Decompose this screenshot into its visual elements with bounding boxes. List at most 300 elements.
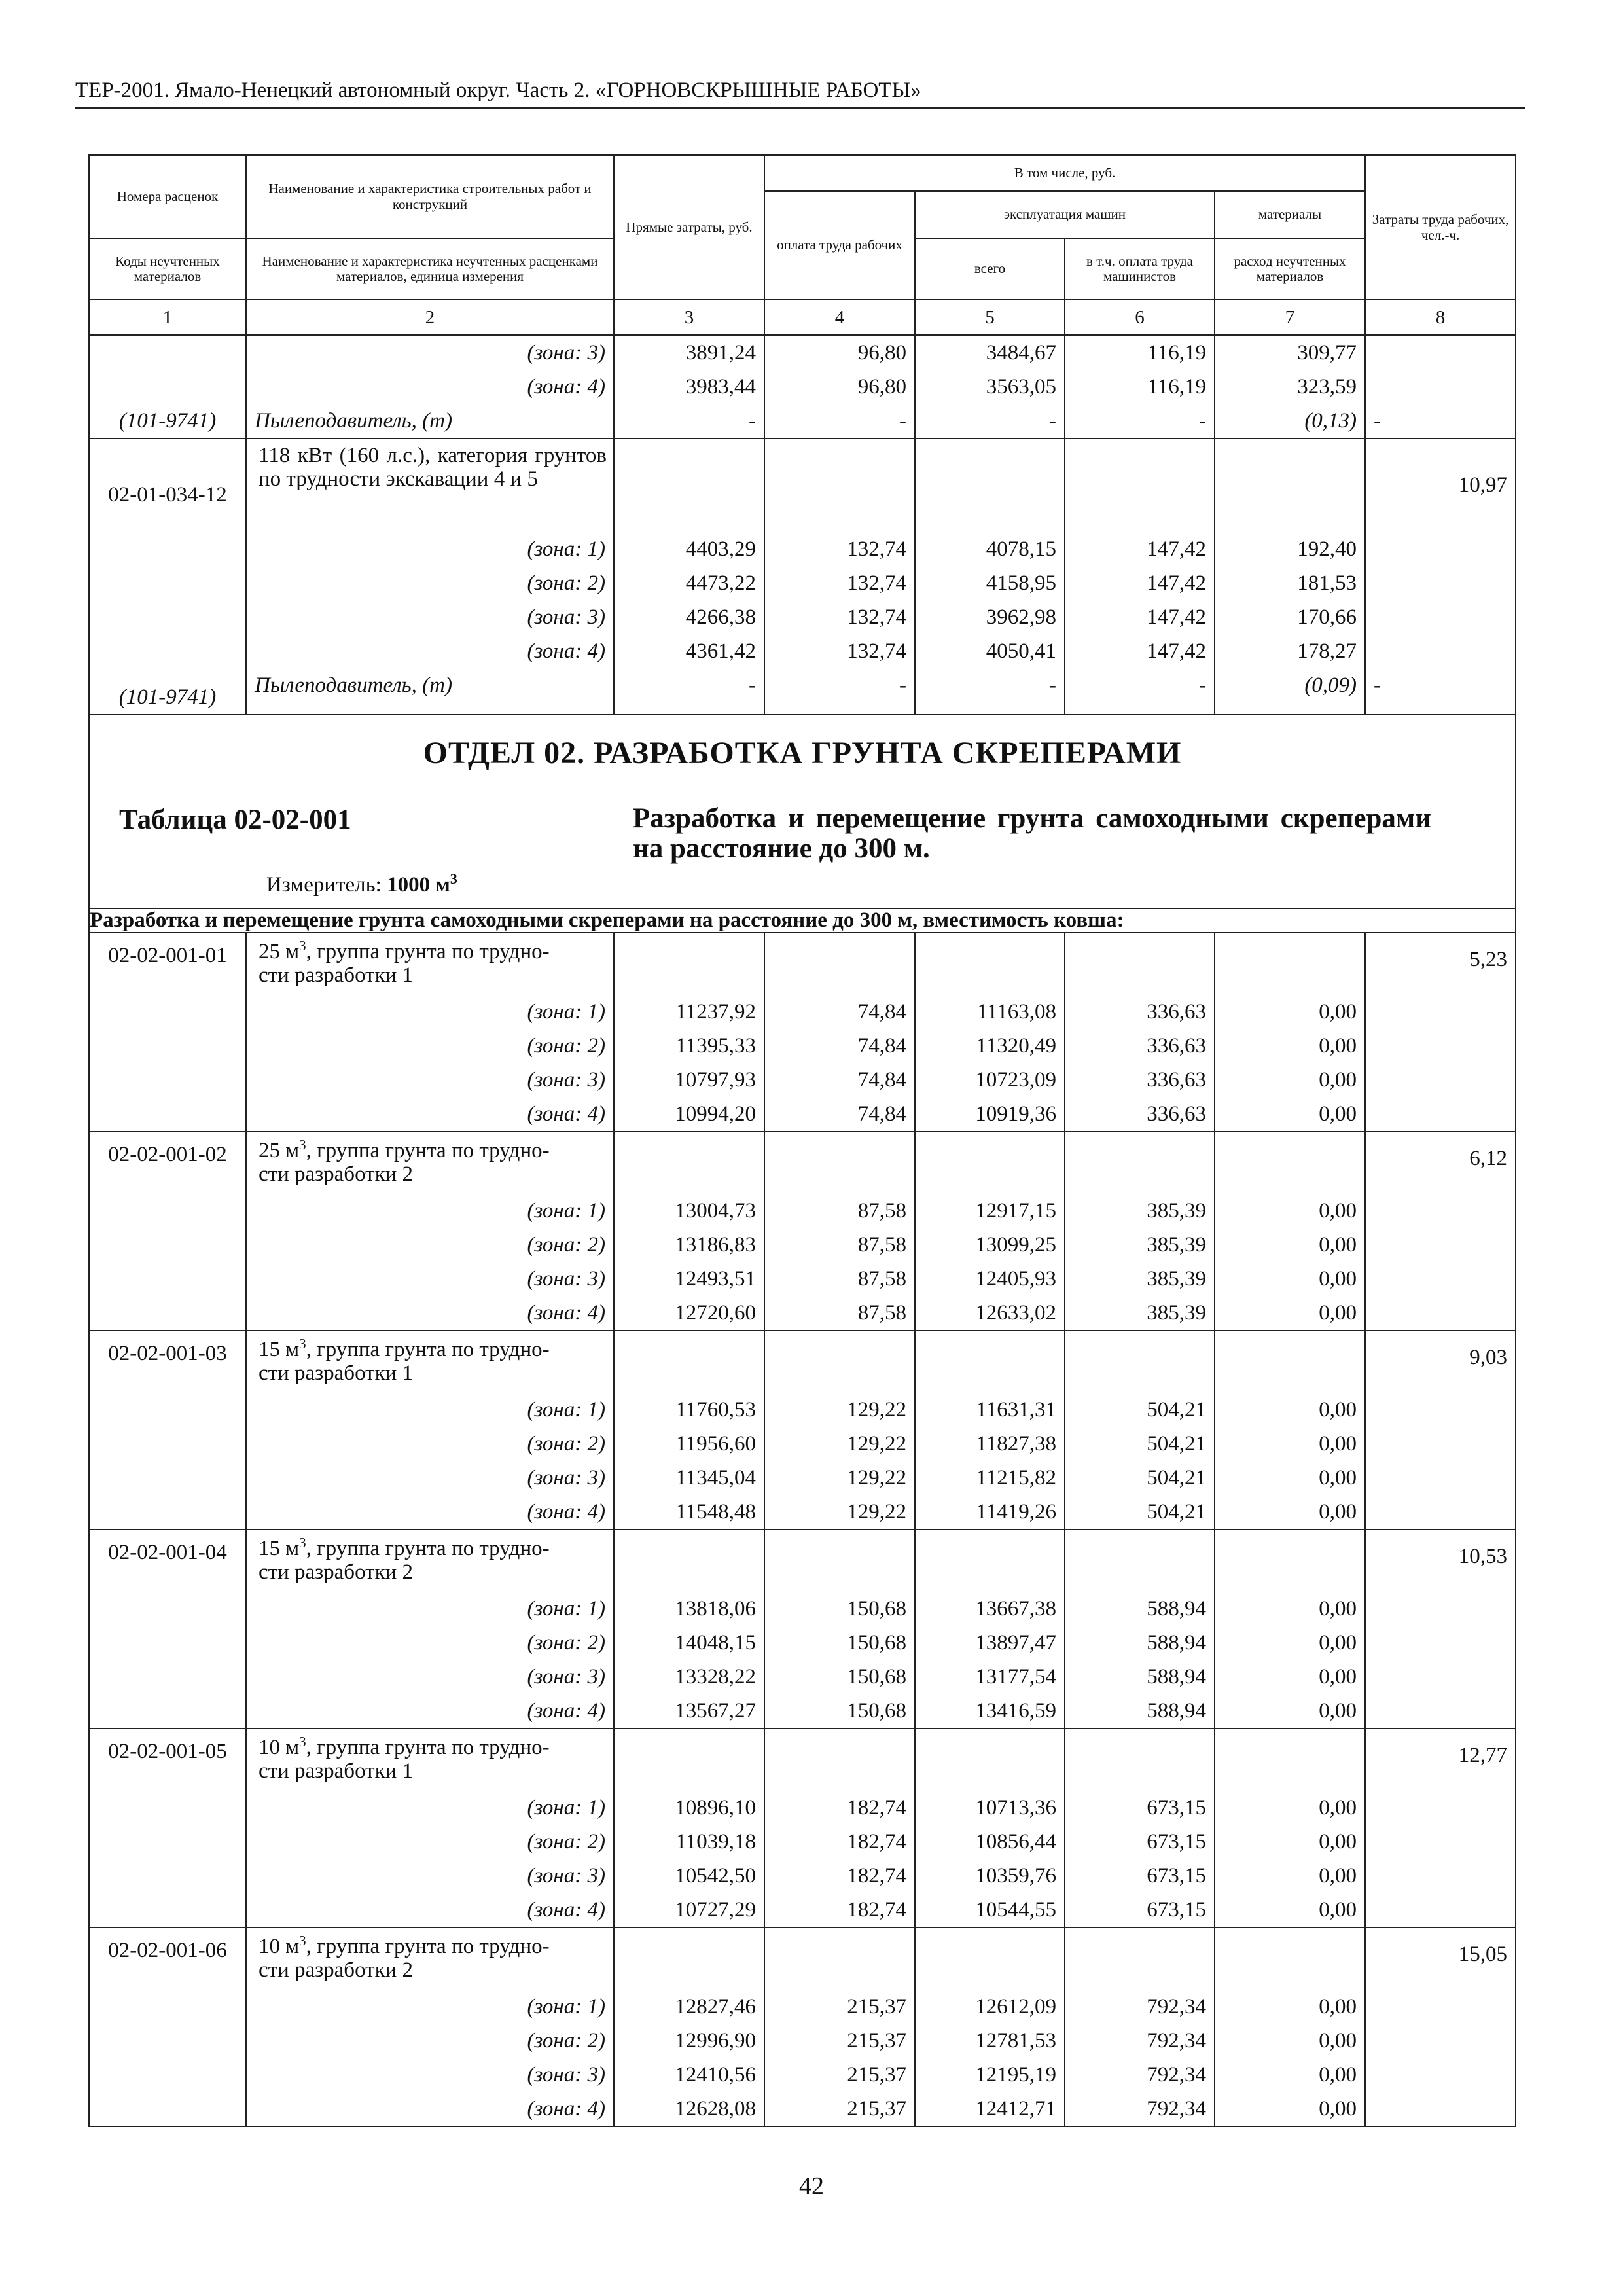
column-number: 5 [915, 300, 1065, 335]
materials-value: 0,00 [1319, 1665, 1357, 1689]
machines-value: 12633,02 [975, 1301, 1056, 1325]
labor-value: 6,12 [1469, 1147, 1508, 1171]
wages-cell [764, 1928, 915, 2126]
direct-value: 12720,60 [675, 1301, 756, 1325]
materials-value: 0,00 [1319, 1830, 1357, 1854]
materials-value: 0,00 [1319, 1432, 1357, 1456]
zone-label: (зона: 1) [527, 1000, 605, 1024]
machines-value: 12412,71 [975, 2097, 1056, 2121]
machines-wages-value: 336,63 [1147, 1068, 1206, 1092]
direct-cell [614, 1729, 764, 1928]
wages-value: 132,74 [847, 571, 906, 595]
col-header-machines-total: всего [915, 238, 1065, 300]
wages-value: 132,74 [847, 605, 906, 629]
machines-wages-value: 504,21 [1147, 1466, 1206, 1490]
zone-label: (зона: 4) [527, 375, 605, 399]
direct-cell [614, 1331, 764, 1530]
bucket-volume-sup: 3 [299, 1535, 306, 1551]
column-number: 6 [1065, 300, 1215, 335]
description-line: сти разработки 1 [259, 963, 414, 987]
labor-cell [1365, 335, 1516, 439]
column-number: 3 [614, 300, 764, 335]
machines-wages-value: - [1199, 409, 1206, 433]
machines-wages-cell [1065, 1331, 1215, 1530]
rate-description: 118 кВт (160 л.с.), категория грунтов по трудности экскавации 4 и 5 [259, 444, 607, 491]
machines-wages-value: 385,39 [1147, 1233, 1206, 1257]
materials-value: 0,00 [1319, 2029, 1357, 2053]
wages-value: 182,74 [847, 1898, 906, 1922]
machines-value: 10856,44 [975, 1830, 1056, 1854]
machines-value: 12781,53 [975, 2029, 1056, 2053]
materials-value: 0,00 [1319, 1301, 1357, 1325]
code-cell [89, 1928, 246, 2126]
zone-label: (зона: 1) [527, 1398, 605, 1422]
description-line: , группа грунта по трудно- [306, 1935, 550, 1959]
zone-label: (зона: 4) [527, 2097, 605, 2121]
materials-value: 323,59 [1297, 375, 1357, 399]
machines-wages-value: 385,39 [1147, 1199, 1206, 1223]
rate-code: 02-02-001-02 [108, 1143, 227, 1167]
name-cell [246, 1928, 614, 2126]
direct-value: - [749, 409, 756, 433]
materials-cell [1215, 335, 1365, 439]
description-line: сти разработки 1 [259, 1759, 414, 1783]
wages-value: - [899, 409, 906, 433]
subheading: Разработка и перемещение грунта самоходными скреперами на расстояние до 300 м, вместимость ковша: [89, 908, 1516, 933]
direct-value: 13004,73 [675, 1199, 756, 1223]
machines-value: 12917,15 [975, 1199, 1056, 1223]
wages-value: 74,84 [857, 1102, 906, 1126]
materials-value: 178,27 [1297, 639, 1357, 663]
zone-label: (зона: 2) [527, 571, 605, 595]
section-header-row [89, 715, 1516, 908]
zone-label: (зона: 4) [527, 1301, 605, 1325]
materials-value: 309,77 [1297, 341, 1357, 365]
direct-value: 10797,93 [675, 1068, 756, 1092]
materials-value: 192,40 [1297, 537, 1357, 561]
machines-value: 10919,36 [975, 1102, 1056, 1126]
machines-wages-value: 588,94 [1147, 1597, 1206, 1621]
zone-label: (зона: 4) [527, 1102, 605, 1126]
materials-value: 0,00 [1319, 1068, 1357, 1092]
zone-label: (зона: 1) [527, 1995, 605, 2019]
running-header: ТЕР-2001. Ямало-Ненецкий автономный округ. Часть 2. «ГОРНОВСКРЫШНЫЕ РАБОТЫ» [75, 73, 1525, 109]
machines-wages-cell [1065, 1928, 1215, 2126]
labor-value: 5,23 [1469, 948, 1508, 972]
direct-value: 13567,27 [675, 1699, 756, 1723]
description-line: , группа грунта по трудно- [306, 1537, 550, 1561]
column-number: 1 [89, 300, 246, 335]
direct-value: 13186,83 [675, 1233, 756, 1257]
description-line: сти разработки 2 [259, 1958, 414, 1982]
machines-wages-value: 147,42 [1147, 537, 1206, 561]
code-cell [89, 1530, 246, 1729]
machines-value: 13177,54 [975, 1665, 1056, 1689]
bucket-volume: 25 м [259, 940, 300, 964]
machines-value: 10359,76 [975, 1864, 1056, 1888]
code-cell [89, 933, 246, 1132]
materials-value: 0,00 [1319, 1995, 1357, 2019]
zone-label: (зона: 2) [527, 1233, 605, 1257]
direct-value: 11548,48 [675, 1500, 756, 1524]
direct-value: 12996,90 [675, 2029, 756, 2053]
rate-description [247, 933, 613, 995]
labor-cell [1365, 1928, 1516, 2126]
machines-value: 3484,67 [986, 341, 1056, 365]
zone-label: (зона: 4) [527, 639, 605, 663]
rate-code: 02-02-001-03 [108, 1342, 227, 1366]
materials-value: 0,00 [1319, 1898, 1357, 1922]
materials-value: 0,00 [1319, 1199, 1357, 1223]
machines-cell [915, 1331, 1065, 1530]
section-title: ОТДЕЛ 02. РАЗРАБОТКА ГРУНТА СКРЕПЕРАМИ [423, 736, 1182, 770]
direct-value: 13818,06 [675, 1597, 756, 1621]
machines-wages-value: 588,94 [1147, 1631, 1206, 1655]
direct-value: 10896,10 [675, 1796, 756, 1820]
machines-value: 11215,82 [976, 1466, 1056, 1490]
table-title: Разработка и перемещение грунта самоходными скреперами на расстояние до 300 м. [633, 803, 1431, 864]
zone-label: (зона: 1) [527, 1199, 605, 1223]
direct-value: 3891,24 [685, 341, 756, 365]
bucket-volume: 25 м [259, 1139, 300, 1163]
materials-cell [1215, 1530, 1365, 1729]
labor-value: 15,05 [1458, 1943, 1508, 1967]
description-line: сти разработки 2 [259, 1162, 414, 1186]
rate-code: 02-02-001-06 [108, 1939, 227, 1963]
labor-cell [1365, 1530, 1516, 1729]
bucket-volume-sup: 3 [299, 1137, 306, 1153]
direct-value: - [749, 673, 756, 697]
machines-value: 11631,31 [976, 1398, 1056, 1422]
col-header-name-alt: Наименование и характеристика неучтенных расценками материалов, единица измерения [246, 238, 614, 300]
column-number: 8 [1365, 300, 1516, 335]
materials-value: 0,00 [1319, 1500, 1357, 1524]
column-numbers-row [89, 300, 1516, 335]
labor-value: - [1374, 673, 1382, 697]
code-cell [89, 1331, 246, 1530]
materials-cell [1215, 1729, 1365, 1928]
name-cell [246, 1729, 614, 1928]
zone-label: (зона: 3) [527, 605, 605, 629]
machines-value: 11320,49 [976, 1034, 1056, 1058]
machines-value: 10723,09 [975, 1068, 1056, 1092]
wages-cell [764, 439, 915, 715]
zone-label: (зона: 2) [527, 1034, 605, 1058]
machines-value: 12405,93 [975, 1267, 1056, 1291]
machines-wages-value: 385,39 [1147, 1301, 1206, 1325]
zone-label: (зона: 2) [527, 1631, 605, 1655]
materials-value: (0,13) [1304, 409, 1357, 433]
zone-label: (зона: 2) [527, 2029, 605, 2053]
materials-cell [1215, 1331, 1365, 1530]
wages-value: 87,58 [857, 1199, 906, 1223]
name-cell [246, 439, 614, 715]
direct-value: 4403,29 [685, 537, 756, 561]
name-cell [246, 1132, 614, 1331]
measurement-unit-value: 1000 м [387, 873, 450, 897]
col-header-wages: оплата труда рабочих [764, 191, 915, 300]
direct-value: 14048,15 [675, 1631, 756, 1655]
direct-value: 10994,20 [675, 1102, 756, 1126]
machines-cell [915, 1928, 1065, 2126]
machines-cell [915, 335, 1065, 439]
wages-value: 150,68 [847, 1597, 906, 1621]
machines-value: 13897,47 [975, 1631, 1056, 1655]
bucket-volume-sup: 3 [299, 1336, 306, 1352]
machines-value: 4078,15 [986, 537, 1056, 561]
labor-cell [1365, 1331, 1516, 1530]
direct-value: 4266,38 [685, 605, 756, 629]
materials-value: 0,00 [1319, 1102, 1357, 1126]
labor-cell [1365, 933, 1516, 1132]
bucket-volume: 15 м [259, 1537, 300, 1561]
bucket-volume: 10 м [259, 1736, 300, 1760]
wages-value: 129,22 [847, 1500, 906, 1524]
labor-cell [1365, 1729, 1516, 1928]
wages-cell [764, 1530, 915, 1729]
machines-wages-value: 116,19 [1147, 375, 1206, 399]
wages-value: 96,80 [857, 375, 906, 399]
material-name: Пылеподавитель, (т) [255, 673, 452, 697]
machines-wages-value: 116,19 [1147, 341, 1206, 365]
materials-value: 0,00 [1319, 1398, 1357, 1422]
rate-description [247, 1132, 613, 1194]
machines-wages-value: 792,34 [1147, 2029, 1206, 2053]
col-header-materials-sub: расход неучтенных материалов [1215, 238, 1365, 300]
materials-value: 0,00 [1319, 1233, 1357, 1257]
measurement-unit-label: Измеритель: [266, 873, 387, 897]
col-header-incl: В том числе, руб. [764, 155, 1365, 191]
direct-value: 12493,51 [675, 1267, 756, 1291]
bucket-volume-sup: 3 [299, 1933, 306, 1949]
machines-cell [915, 933, 1065, 1132]
table-row [89, 1331, 1516, 1530]
direct-value: 10727,29 [675, 1898, 756, 1922]
name-cell [246, 335, 614, 439]
materials-value: 181,53 [1297, 571, 1357, 595]
direct-value: 11237,92 [675, 1000, 756, 1024]
code-cell [89, 439, 246, 715]
machines-value: 3563,05 [986, 375, 1056, 399]
direct-value: 12827,46 [675, 1995, 756, 2019]
direct-cell [614, 933, 764, 1132]
materials-value: 0,00 [1319, 1864, 1357, 1888]
column-number: 7 [1215, 300, 1365, 335]
materials-value: 0,00 [1319, 1699, 1357, 1723]
measurement-unit [103, 870, 1502, 897]
machines-wages-cell [1065, 933, 1215, 1132]
materials-value: 0,00 [1319, 1034, 1357, 1058]
rate-description [247, 1530, 613, 1592]
materials-value: 170,66 [1297, 605, 1357, 629]
direct-cell [614, 1132, 764, 1331]
zone-label: (зона: 3) [527, 1267, 605, 1291]
machines-wages-value: 385,39 [1147, 1267, 1206, 1291]
name-cell [246, 933, 614, 1132]
machines-wages-value: 147,42 [1147, 571, 1206, 595]
bucket-volume: 15 м [259, 1338, 300, 1362]
machines-value: 10713,36 [975, 1796, 1056, 1820]
zone-label: (зона: 3) [527, 2063, 605, 2087]
wages-value: 182,74 [847, 1830, 906, 1854]
direct-cell [614, 1928, 764, 2126]
direct-value: 4473,22 [685, 571, 756, 595]
col-header-direct: Прямые затраты, руб. [614, 155, 764, 300]
machines-cell [915, 439, 1065, 715]
col-header-materials: материалы [1215, 191, 1365, 238]
machines-cell [915, 1729, 1065, 1928]
rate-description [247, 1331, 613, 1393]
wages-value: 215,37 [847, 2029, 906, 2053]
table-row [89, 933, 1516, 1132]
table-number: Таблица 02-02-001 [119, 804, 351, 835]
estimate-table [88, 154, 1516, 2127]
direct-value: 3983,44 [685, 375, 756, 399]
labor-value: 10,53 [1458, 1545, 1508, 1569]
table-row [89, 1729, 1516, 1928]
machines-value: 4158,95 [986, 571, 1056, 595]
materials-value: 0,00 [1319, 1631, 1357, 1655]
machines-wages-value: 336,63 [1147, 1102, 1206, 1126]
materials-value: 0,00 [1319, 2097, 1357, 2121]
wages-value: - [899, 673, 906, 697]
name-cell [246, 1530, 614, 1729]
machines-wages-value: 504,21 [1147, 1398, 1206, 1422]
table-row [89, 1530, 1516, 1729]
table-row [89, 439, 1516, 715]
direct-value: 11760,53 [675, 1398, 756, 1422]
wages-value: 150,68 [847, 1665, 906, 1689]
machines-value: 13416,59 [975, 1699, 1056, 1723]
direct-cell [614, 1530, 764, 1729]
machines-value: 13099,25 [975, 1233, 1056, 1257]
materials-value: (0,09) [1304, 673, 1357, 697]
zone-label: (зона: 3) [527, 341, 605, 365]
labor-cell [1365, 1132, 1516, 1331]
materials-value: 0,00 [1319, 1267, 1357, 1291]
machines-wages-value: 673,15 [1147, 1830, 1206, 1854]
wages-value: 150,68 [847, 1631, 906, 1655]
wages-value: 87,58 [857, 1301, 906, 1325]
direct-value: 4361,42 [685, 639, 756, 663]
machines-cell [915, 1132, 1065, 1331]
code-cell [89, 1132, 246, 1331]
machines-wages-value: 792,34 [1147, 2063, 1206, 2087]
zone-label: (зона: 4) [527, 1898, 605, 1922]
materials-value: 0,00 [1319, 1597, 1357, 1621]
wages-value: 129,22 [847, 1466, 906, 1490]
machines-value: 11827,38 [976, 1432, 1056, 1456]
machines-wages-cell [1065, 439, 1215, 715]
rate-code: 02-02-001-04 [108, 1541, 227, 1565]
col-header-code-alt: Коды неучтенных материалов [89, 238, 246, 300]
machines-wages-cell [1065, 1530, 1215, 1729]
machines-wages-value: 147,42 [1147, 639, 1206, 663]
labor-value: 10,97 [1458, 473, 1508, 497]
wages-value: 215,37 [847, 2097, 906, 2121]
rate-code: 02-02-001-05 [108, 1740, 227, 1764]
zone-label: (зона: 1) [527, 1796, 605, 1820]
bucket-volume-sup: 3 [299, 1734, 306, 1750]
zone-label: (зона: 4) [527, 1500, 605, 1524]
wages-value: 132,74 [847, 537, 906, 561]
rate-code: 02-02-001-01 [108, 944, 227, 968]
materials-cell [1215, 439, 1365, 715]
wages-cell [764, 335, 915, 439]
machines-wages-cell [1065, 1729, 1215, 1928]
col-header-code: Номера расценок [89, 155, 246, 238]
subheading-row [89, 908, 1516, 933]
rate-code: 02-01-034-12 [108, 483, 227, 507]
wages-value: 74,84 [857, 1068, 906, 1092]
wages-cell [764, 933, 915, 1132]
col-header-labor: Затраты труда рабочих, чел.-ч. [1365, 155, 1516, 300]
machines-wages-value: 588,94 [1147, 1665, 1206, 1689]
machines-value: 12612,09 [975, 1995, 1056, 2019]
machines-value: - [1049, 673, 1056, 697]
machines-wages-value: 147,42 [1147, 605, 1206, 629]
wages-value: 96,80 [857, 341, 906, 365]
materials-cell [1215, 1928, 1365, 2126]
wages-value: 74,84 [857, 1000, 906, 1024]
machines-wages-value: 792,34 [1147, 1995, 1206, 2019]
column-number: 2 [246, 300, 614, 335]
materials-value: 0,00 [1319, 1796, 1357, 1820]
table-row-carryover [89, 335, 1516, 439]
wages-value: 132,74 [847, 639, 906, 663]
material-code: (101-9741) [118, 685, 217, 709]
wages-value: 87,58 [857, 1233, 906, 1257]
direct-value: 11956,60 [675, 1432, 756, 1456]
zone-label: (зона: 3) [527, 1068, 605, 1092]
zone-label: (зона: 1) [527, 537, 605, 561]
wages-value: 87,58 [857, 1267, 906, 1291]
description-line: , группа грунта по трудно- [306, 940, 550, 964]
machines-value: 4050,41 [986, 639, 1056, 663]
machines-value: 11163,08 [976, 1000, 1056, 1024]
materials-value: 0,00 [1319, 1466, 1357, 1490]
col-header-machines-wages: в т.ч. оплата труда машинистов [1065, 238, 1215, 300]
direct-value: 11395,33 [675, 1034, 756, 1058]
materials-value: 0,00 [1319, 1000, 1357, 1024]
machines-wages-cell [1065, 1132, 1215, 1331]
code-cell [89, 1729, 246, 1928]
machines-wages-value: 336,63 [1147, 1034, 1206, 1058]
page-number: 42 [799, 2172, 824, 2200]
wages-value: 215,37 [847, 2063, 906, 2087]
labor-value: 9,03 [1469, 1346, 1508, 1370]
measurement-unit-sup: 3 [450, 870, 457, 887]
machines-value: 10544,55 [975, 1898, 1056, 1922]
machines-value: 12195,19 [975, 2063, 1056, 2087]
machines-wages-value: 504,21 [1147, 1500, 1206, 1524]
description-line: сти разработки 2 [259, 1560, 414, 1584]
machines-wages-cell [1065, 335, 1215, 439]
machines-value: 13667,38 [975, 1597, 1056, 1621]
direct-value: 10542,50 [675, 1864, 756, 1888]
direct-value: 13328,22 [675, 1665, 756, 1689]
description-line: , группа грунта по трудно- [306, 1736, 550, 1760]
zone-label: (зона: 2) [527, 1830, 605, 1854]
machines-wages-value: 504,21 [1147, 1432, 1206, 1456]
wages-cell [764, 1729, 915, 1928]
column-number: 4 [764, 300, 915, 335]
direct-value: 12628,08 [675, 2097, 756, 2121]
machines-value: 11419,26 [976, 1500, 1056, 1524]
bucket-volume-sup: 3 [299, 938, 306, 954]
labor-value: - [1374, 409, 1382, 433]
wages-value: 215,37 [847, 1995, 906, 2019]
